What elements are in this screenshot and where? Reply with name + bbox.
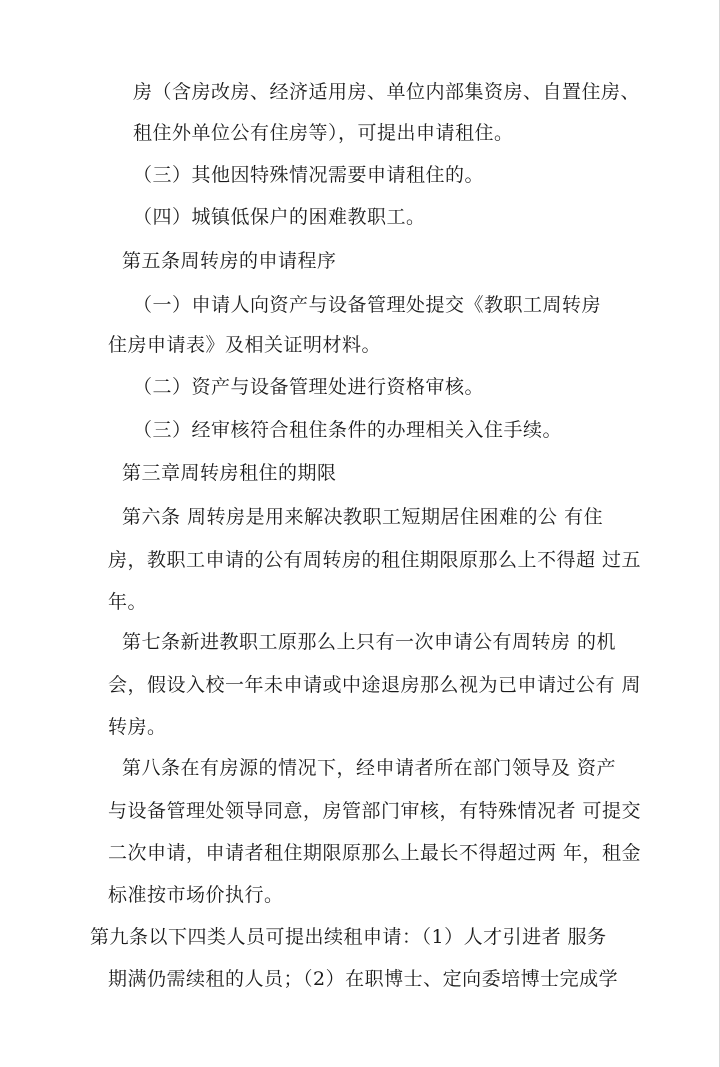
text-line: （三）经审核符合租住条件的办理相关入住手续。 [133, 419, 563, 441]
text-line: （二）资产与设备管理处进行资格审核。 [133, 376, 485, 398]
text-line: 期满仍需续租的人员；（2）在职博士、定向委培博士完成学 [108, 968, 619, 990]
text-line: （四）城镇低保户的困难教职工。 [133, 206, 426, 228]
text-line: 第七条新进教职工原那么上只有一次申请公有周转房 的机 [122, 631, 617, 653]
text-line: （三）其他因特殊情况需要申请租住的。 [133, 164, 485, 186]
chapter-heading: 第三章周转房租住的期限 [122, 462, 337, 484]
text-line: 租住外单位公有住房等），可提出申请租住。 [133, 122, 514, 144]
text-line: 房（含房改房、经济适用房、单位内部集资房、自置住房、 [133, 81, 641, 103]
text-line: 房，教职工申请的公有周转房的租住期限原那么上不得超 过五 [108, 549, 642, 571]
text-line: 住房申请表》及相关证明材料。 [108, 334, 382, 356]
text-line: 第六条 周转房是用来解决教职工短期居住困难的公 有住 [122, 506, 604, 528]
text-line: （一）申请人向资产与设备管理处提交《教职工周转房 [133, 294, 602, 316]
text-line: 转房。 [108, 716, 167, 738]
text-line: 第九条以下四类人员可提出续租申请：（1）人才引进者 服务 [90, 926, 607, 948]
article-heading: 第五条周转房的申请程序 [122, 250, 337, 272]
text-line: 与设备管理处领导同意，房管部门审核，有特殊情况者 可提交 [108, 800, 642, 822]
text-line: 年。 [108, 591, 148, 613]
text-line: 二次申请，申请者租住期限原那么上最长不得超过两 年，租金 [108, 842, 642, 864]
text-line: 会，假设入校一年未申请或中途退房那么视为已申请过公有 周 [108, 674, 642, 696]
text-line: 标准按市场价执行。 [108, 884, 284, 906]
text-line: 第八条在有房源的情况下，经申请者所在部门领导及 资产 [122, 757, 617, 779]
